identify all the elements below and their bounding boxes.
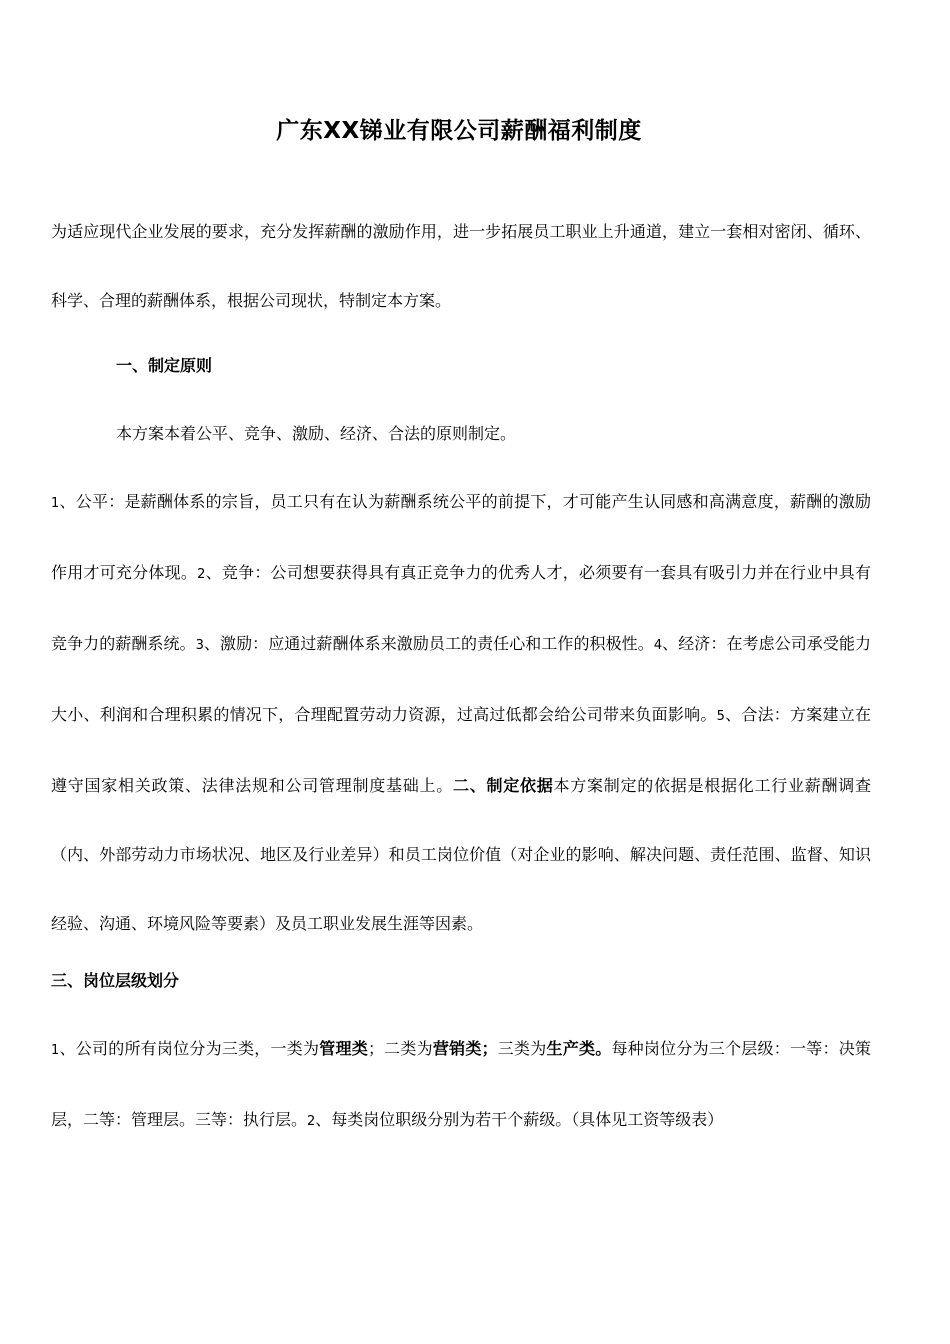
item-number: 1 xyxy=(51,1043,60,1058)
section3-text: 每种岗位分为三个层级：一等：决策层，二等：管理层。三等：执行层。 xyxy=(51,1039,871,1129)
intro-paragraph: 为适应现代企业发展的要求，充分发挥薪酬的激励作用，进一步拓展员工职业上升通道，建立一套相对密闭、循环、科学、合理的薪酬体系，根据公司现状，特制定本方案。 xyxy=(51,222,871,310)
section3-text: 、公司的所有岗位分为三类，一类为 xyxy=(59,1039,320,1058)
category-production: 生产类。 xyxy=(546,1039,612,1058)
item-number: 2 xyxy=(197,567,206,582)
principle-competition: 、竞争：公司想要获得具有真正竞争力的优秀人才，必须要有一套具有吸引力并在行业中具有竞争力的薪酬系统。 xyxy=(51,563,871,653)
section3-heading: 三、岗位层级划分 xyxy=(51,971,180,990)
section1-lead: 本方案本着公平、竞争、激励、经济、合法的原则制定。 xyxy=(116,424,517,443)
section1-body xyxy=(51,467,871,958)
category-marketing: 营销类； xyxy=(432,1039,498,1058)
principle-fairness: 、公平：是薪酬体系的宗旨，员工只有在认为薪酬系统公平的前提下，才可能产生认同感和高满意度，薪酬的激励作用才可充分体现。 xyxy=(51,492,871,582)
section3-grades: 、每类岗位职级分别为若干个薪级。（具体见工资等级表） xyxy=(315,1110,724,1129)
item-number: 4 xyxy=(653,638,663,653)
category-management: 管理类 xyxy=(319,1039,368,1058)
section2-text: 本方案制定的依据是根据化工行业薪酬调查（内、外部劳动力市场状况、地区及行业差异）和员工岗位价值（对企业的影响、解决问题、责任范围、监督、知识经验、沟通、环境风险等要素）及员工职业发展生涯等因素。 xyxy=(51,776,871,933)
document-title: 广东XX锑业有限公司薪酬福利制度 xyxy=(276,118,642,144)
item-number: 5 xyxy=(716,709,725,724)
item-number: 2 xyxy=(307,1114,316,1129)
section3-text: ；二类为 xyxy=(367,1039,433,1058)
item-number: 3 xyxy=(195,638,204,653)
section3-body xyxy=(51,1014,871,1156)
item-number: 1 xyxy=(51,496,60,511)
section3-text: 三类为 xyxy=(497,1039,547,1058)
section1-heading: 一、制定原则 xyxy=(116,356,213,375)
principle-legality: 、合法：方案建立在遵守国家相关政策、法律法规和公司管理制度基础上。 xyxy=(51,705,871,795)
principle-incentive: 、激励：应通过薪酬体系来激励员工的责任心和工作的积极性。 xyxy=(203,634,654,653)
section2-heading: 二、制定依据 xyxy=(452,776,554,795)
principle-economy: 、经济：在考虑公司承受能力大小、利润和合理积累的情况下，合理配置劳动力资源，过高过低都会给公司带来负面影响。 xyxy=(51,634,871,724)
